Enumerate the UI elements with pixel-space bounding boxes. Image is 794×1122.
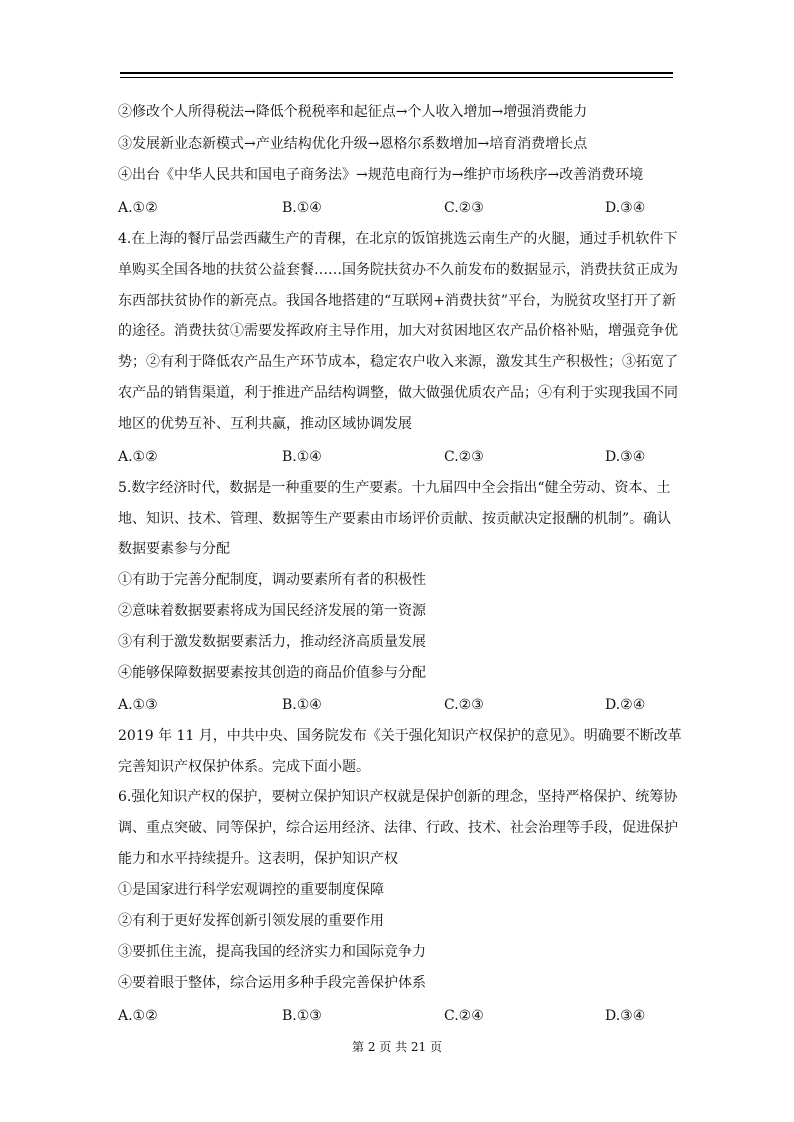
q3-option-b: B.①④	[282, 200, 322, 216]
intro-line: 2019 年 11 月，中共中央、国务院发布《关于强化知识产权保护的意见》。明确要不断改革	[118, 728, 682, 744]
q6-option-c: C.②④	[444, 1008, 484, 1024]
q3-option-d: D.③④	[605, 200, 646, 216]
q4-stem-line: 单购买全国各地的扶贫公益套餐……国务院扶贫办不久前发布的数据显示，消费扶贫正成为	[118, 262, 678, 278]
q6-option-d: D.③④	[605, 1008, 646, 1024]
q5-option-a: A.①③	[118, 697, 158, 713]
q6-item-4: ④要着眼于整体，综合运用多种手段完善保护体系	[118, 975, 426, 991]
q5-option-b: B.①④	[282, 697, 322, 713]
q4-stem-line: 的途径。消费扶贫①需要发挥政府主导作用，加大对贫困地区农产品价格补贴，增强竞争优	[118, 323, 678, 339]
q6-stem-line: 6.强化知识产权的保护，要树立保护知识产权就是保护创新的理念，坚持严格保护、统筹协	[118, 789, 678, 805]
q4-option-b: B.①④	[282, 449, 322, 465]
q4-option-a: A.①②	[118, 449, 158, 465]
page-number-footer: 第 2 页 共 21 页	[352, 1040, 442, 1054]
q5-stem-line: 5.数字经济时代，数据是一种重要的生产要素。十九届四中全会指出“健全劳动、资本、土	[118, 480, 671, 496]
q5-item-4: ④能够保障数据要素按其创造的商品价值参与分配	[118, 665, 426, 681]
q3-item-3: ③发展新业态新模式→产业结构优化升级→恩格尔系数增加→培育消费增长点	[118, 136, 588, 152]
q6-item-1: ①是国家进行科学宏观调控的重要制度保障	[118, 882, 384, 898]
q5-stem-line: 地、知识、技术、管理、数据等生产要素由市场评价贡献、按贡献决定报酬的机制”。确认	[118, 511, 672, 527]
q6-option-b: B.①③	[282, 1008, 322, 1024]
q5-stem-line: 数据要素参与分配	[118, 541, 230, 557]
q3-item-4: ④出台《中华人民共和国电子商务法》→规范电商行为→维护市场秩序→改善消费环境	[118, 167, 644, 183]
q4-option-d: D.③④	[605, 449, 646, 465]
q6-item-2: ②有利于更好发挥创新引领发展的重要作用	[118, 913, 384, 929]
header-rule-thin	[120, 77, 673, 78]
q5-option-c: C.②③	[444, 697, 484, 713]
q3-item-2: ②修改个人所得税法→降低个税税率和起征点→个人收入增加→增强消费能力	[118, 104, 588, 120]
q6-stem-line: 调、重点突破、同等保护，综合运用经济、法律、行政、技术、社会治理等手段，促进保护	[118, 820, 678, 836]
q6-stem-line: 能力和水平持续提升。这表明，保护知识产权	[118, 851, 398, 867]
q4-stem-line: 农产品的销售渠道，利于推进产品结构调整，做大做强优质农产品；④有利于实现我国不同	[118, 385, 678, 401]
q4-option-c: C.②③	[444, 449, 484, 465]
q4-stem-line: 势；②有利于降低农产品生产环节成本，稳定农户收入来源，激发其生产积极性；③拓宽了	[118, 354, 678, 370]
q4-stem-line: 东西部扶贫协作的新亮点。我国各地搭建的“互联网+消费扶贫”平台，为脱贫攻坚打开了新	[118, 293, 677, 309]
q4-stem-line: 地区的优势互补、互利共赢，推动区域协调发展	[118, 416, 412, 432]
q5-option-d: D.②④	[605, 697, 646, 713]
header-rule-thick	[120, 72, 673, 74]
q5-item-2: ②意味着数据要素将成为国民经济发展的第一资源	[118, 603, 426, 619]
q5-item-3: ③有利于激发数据要素活力，推动经济高质量发展	[118, 634, 426, 650]
q6-option-a: A.①②	[118, 1008, 158, 1024]
q3-option-a: A.①②	[118, 200, 158, 216]
q6-item-3: ③要抓住主流，提高我国的经济实力和国际竞争力	[118, 944, 426, 960]
q5-item-1: ①有助于完善分配制度，调动要素所有者的积极性	[118, 572, 426, 588]
q4-stem-line: 4.在上海的餐厅品尝西藏生产的青稞，在北京的饭馆挑选云南生产的火腿，通过手机软件下	[118, 231, 678, 247]
intro-line: 完善知识产权保护体系。完成下面小题。	[118, 759, 370, 775]
q3-option-c: C.②③	[444, 200, 484, 216]
